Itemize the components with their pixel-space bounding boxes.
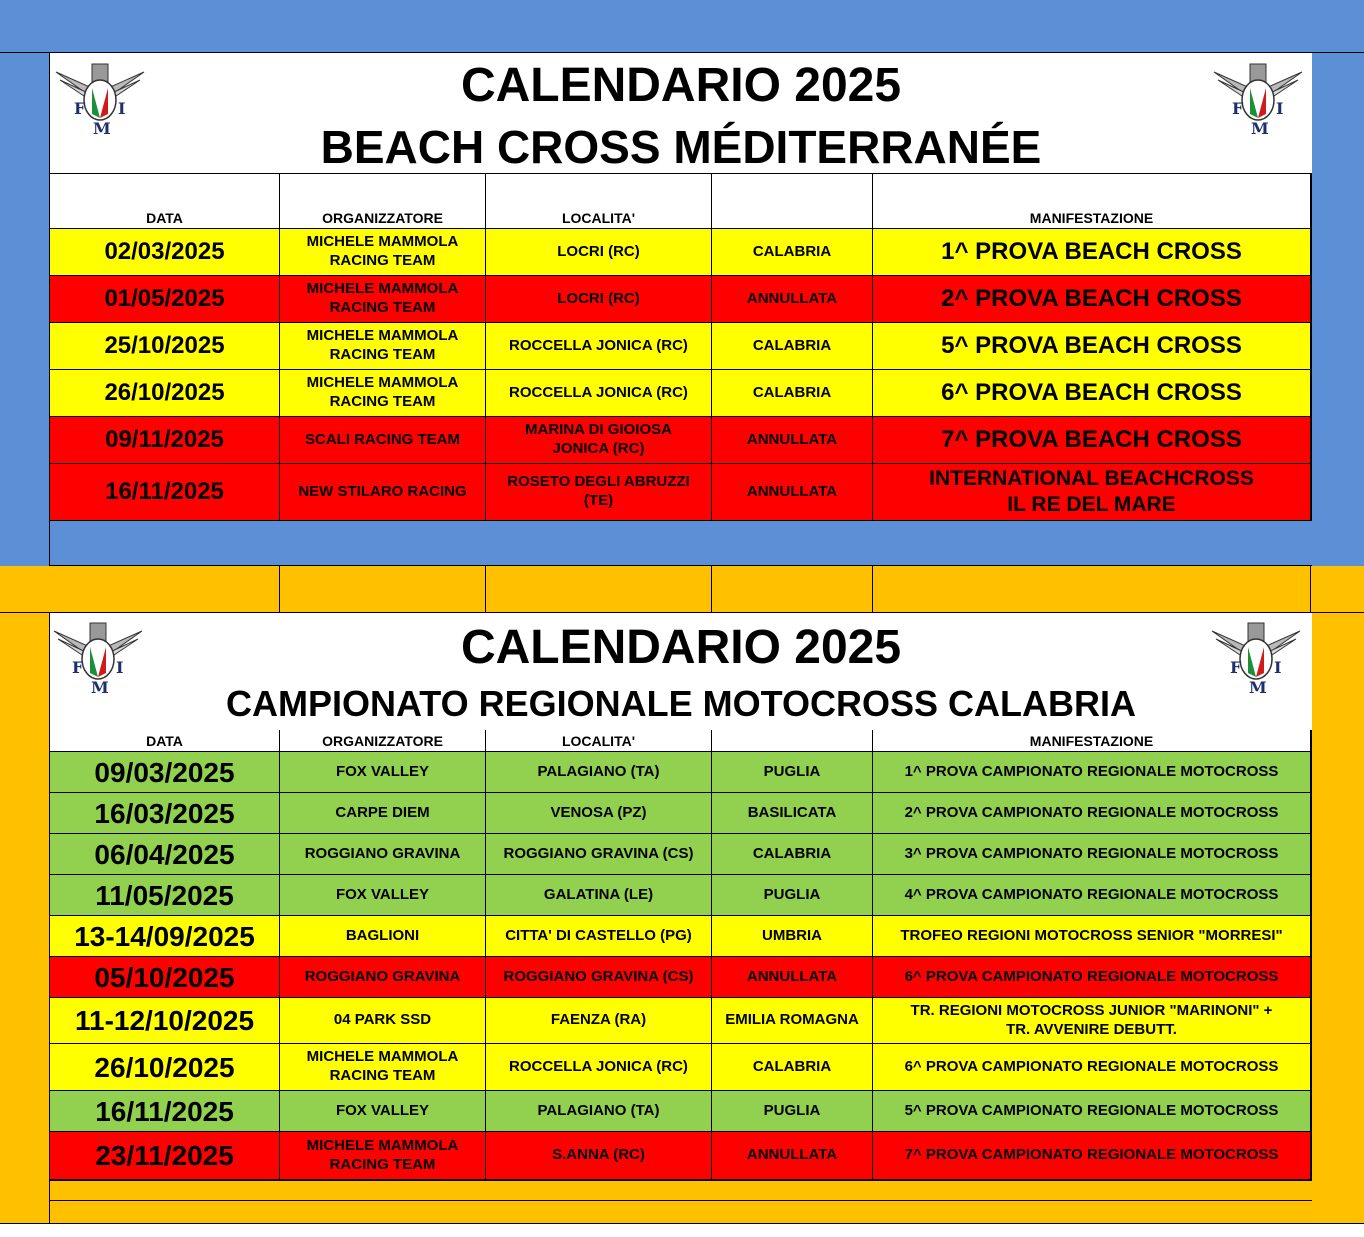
orange-separator-band	[0, 566, 1364, 613]
cell-org: MICHELE MAMMOLA RACING TEAM	[280, 370, 486, 417]
cell-loc: ROCCELLA JONICA (RC)	[486, 323, 712, 370]
grid-line	[485, 566, 486, 613]
column-header-date: DATA	[50, 174, 280, 229]
column-header-event: MANIFESTAZIONE	[873, 730, 1311, 752]
blue-top-band	[0, 0, 1364, 53]
cell-reg: EMILIA ROMAGNA	[712, 998, 873, 1044]
cell-org: MICHELE MAMMOLA RACING TEAM	[280, 276, 486, 323]
cell-reg: CALABRIA	[712, 370, 873, 417]
cell-org: ROGGIANO GRAVINA	[280, 957, 486, 998]
column-header-location: LOCALITA'	[486, 730, 712, 752]
cell-date: 11-12/10/2025	[50, 998, 280, 1044]
cell-event: INTERNATIONAL BEACHCROSS IL RE DEL MARE	[873, 464, 1311, 521]
svg-text:I: I	[118, 99, 126, 118]
cell-date: 01/05/2025	[50, 276, 280, 323]
cell-loc: LOCRI (RC)	[486, 229, 712, 276]
cell-org: FOX VALLEY	[280, 752, 486, 793]
cell-event: 5^ PROVA BEACH CROSS	[873, 323, 1311, 370]
orange-bottom-line	[50, 1200, 1312, 1201]
cell-event: 3^ PROVA CAMPIONATO REGIONALE MOTOCROSS	[873, 834, 1311, 875]
cell-event: 2^ PROVA BEACH CROSS	[873, 276, 1311, 323]
cell-date: 06/04/2025	[50, 834, 280, 875]
cell-event: 6^ PROVA CAMPIONATO REGIONALE MOTOCROSS	[873, 1044, 1311, 1091]
cell-loc: ROCCELLA JONICA (RC)	[486, 370, 712, 417]
cell-org: FOX VALLEY	[280, 1091, 486, 1132]
cell-reg: ANNULLATA	[712, 276, 873, 323]
cell-loc: VENOSA (PZ)	[486, 793, 712, 834]
blue-right-band	[1311, 53, 1364, 566]
cell-loc: LOCRI (RC)	[486, 276, 712, 323]
cell-event: 2^ PROVA CAMPIONATO REGIONALE MOTOCROSS	[873, 793, 1311, 834]
fmi-logo-icon	[1210, 58, 1306, 138]
svg-text:M: M	[91, 678, 109, 697]
cell-reg: ANNULLATA	[712, 957, 873, 998]
cell-loc: FAENZA (RA)	[486, 998, 712, 1044]
cell-org: BAGLIONI	[280, 916, 486, 957]
cell-loc: S.ANNA (RC)	[486, 1132, 712, 1180]
cell-event: 7^ PROVA BEACH CROSS	[873, 417, 1311, 464]
cell-org: MICHELE MAMMOLA RACING TEAM	[280, 1132, 486, 1180]
cell-loc: ROSETO DEGLI ABRUZZI (TE)	[486, 464, 712, 521]
cell-reg: CALABRIA	[712, 323, 873, 370]
bottom-border	[0, 1223, 1364, 1224]
cell-reg: PUGLIA	[712, 875, 873, 916]
cell-org: NEW STILARO RACING	[280, 464, 486, 521]
svg-text:F: F	[1230, 658, 1242, 677]
cell-loc: GALATINA (LE)	[486, 875, 712, 916]
cell-date: 16/11/2025	[50, 1091, 280, 1132]
cell-date: 16/11/2025	[50, 464, 280, 521]
cell-loc: CITTA' DI CASTELLO (PG)	[486, 916, 712, 957]
svg-text:I: I	[116, 658, 124, 677]
cell-event: 4^ PROVA CAMPIONATO REGIONALE MOTOCROSS	[873, 875, 1311, 916]
cell-loc: MARINA DI GIOIOSA JONICA (RC)	[486, 417, 712, 464]
column-header-event: MANIFESTAZIONE	[873, 174, 1311, 229]
column-header-organizer: ORGANIZZATORE	[280, 174, 486, 229]
grid-line	[872, 566, 873, 613]
svg-text:I: I	[1276, 99, 1284, 118]
cell-loc: ROCCELLA JONICA (RC)	[486, 1044, 712, 1091]
cell-reg: PUGLIA	[712, 1091, 873, 1132]
cell-reg: PUGLIA	[712, 752, 873, 793]
cell-date: 09/11/2025	[50, 417, 280, 464]
cell-org: MICHELE MAMMOLA RACING TEAM	[280, 229, 486, 276]
orange-bottom-band	[50, 1180, 1312, 1224]
motocross-title-line1: CALENDARIO 2025	[460, 621, 902, 674]
blue-bottom-band	[50, 521, 1312, 566]
cell-org: MICHELE MAMMOLA RACING TEAM	[280, 323, 486, 370]
motocross-title-line2: CAMPIONATO REGIONALE MOTOCROSS CALABRIA	[225, 683, 1137, 724]
beach-title-line1: CALENDARIO 2025	[460, 59, 902, 112]
cell-date: 25/10/2025	[50, 323, 280, 370]
fmi-logo-icon	[52, 58, 148, 138]
cell-event: 6^ PROVA BEACH CROSS	[873, 370, 1311, 417]
cell-loc: ROGGIANO GRAVINA (CS)	[486, 834, 712, 875]
cell-org: ROGGIANO GRAVINA	[280, 834, 486, 875]
fmi-logo-icon	[50, 617, 146, 697]
svg-text:F: F	[72, 658, 84, 677]
column-header-region	[712, 174, 873, 229]
column-header-region	[712, 730, 873, 752]
cell-org: 04 PARK SSD	[280, 998, 486, 1044]
cell-reg: UMBRIA	[712, 916, 873, 957]
cell-date: 26/10/2025	[50, 370, 280, 417]
orange-left-band	[0, 613, 50, 1224]
cell-loc: PALAGIANO (TA)	[486, 1091, 712, 1132]
grid-line	[279, 566, 280, 613]
cell-event: 6^ PROVA CAMPIONATO REGIONALE MOTOCROSS	[873, 957, 1311, 998]
svg-text:M: M	[1249, 678, 1267, 697]
cell-org: CARPE DIEM	[280, 793, 486, 834]
cell-reg: CALABRIA	[712, 229, 873, 276]
column-header-location: LOCALITA'	[486, 174, 712, 229]
cell-loc: ROGGIANO GRAVINA (CS)	[486, 957, 712, 998]
cell-reg: CALABRIA	[712, 1044, 873, 1091]
cell-event: TROFEO REGIONI MOTOCROSS SENIOR "MORRESI"	[873, 916, 1311, 957]
svg-text:M: M	[1251, 119, 1269, 138]
cell-event: TR. REGIONI MOTOCROSS JUNIOR "MARINONI" + TR. AVVENIRE DEBUTT.	[873, 998, 1311, 1044]
cell-reg: ANNULLATA	[712, 417, 873, 464]
cell-reg: ANNULLATA	[712, 1132, 873, 1180]
svg-text:F: F	[74, 99, 86, 118]
cell-event: 7^ PROVA CAMPIONATO REGIONALE MOTOCROSS	[873, 1132, 1311, 1180]
orange-right-band	[1311, 613, 1364, 1224]
svg-text:I: I	[1274, 658, 1282, 677]
cell-org: SCALI RACING TEAM	[280, 417, 486, 464]
cell-date: 26/10/2025	[50, 1044, 280, 1091]
cell-event: 1^ PROVA CAMPIONATO REGIONALE MOTOCROSS	[873, 752, 1311, 793]
cell-date: 05/10/2025	[50, 957, 280, 998]
cell-event: 5^ PROVA CAMPIONATO REGIONALE MOTOCROSS	[873, 1091, 1311, 1132]
cell-date: 09/03/2025	[50, 752, 280, 793]
beach-title-line2: BEACH CROSS MÉDITERRANÉE	[320, 121, 1042, 173]
cell-date: 11/05/2025	[50, 875, 280, 916]
cell-org: MICHELE MAMMOLA RACING TEAM	[280, 1044, 486, 1091]
cell-date: 23/11/2025	[50, 1132, 280, 1180]
blue-left-band	[0, 53, 50, 566]
grid-line	[1310, 566, 1311, 613]
column-header-date: DATA	[50, 730, 280, 752]
cell-event: 1^ PROVA BEACH CROSS	[873, 229, 1311, 276]
cell-loc: PALAGIANO (TA)	[486, 752, 712, 793]
fmi-logo-icon	[1208, 617, 1304, 697]
svg-text:M: M	[93, 119, 111, 138]
column-header-organizer: ORGANIZZATORE	[280, 730, 486, 752]
cell-date: 02/03/2025	[50, 229, 280, 276]
cell-reg: ANNULLATA	[712, 464, 873, 521]
grid-line	[711, 566, 712, 613]
svg-text:F: F	[1232, 99, 1244, 118]
cell-org: FOX VALLEY	[280, 875, 486, 916]
cell-date: 16/03/2025	[50, 793, 280, 834]
cell-reg: BASILICATA	[712, 793, 873, 834]
cell-date: 13-14/09/2025	[50, 916, 280, 957]
cell-reg: CALABRIA	[712, 834, 873, 875]
